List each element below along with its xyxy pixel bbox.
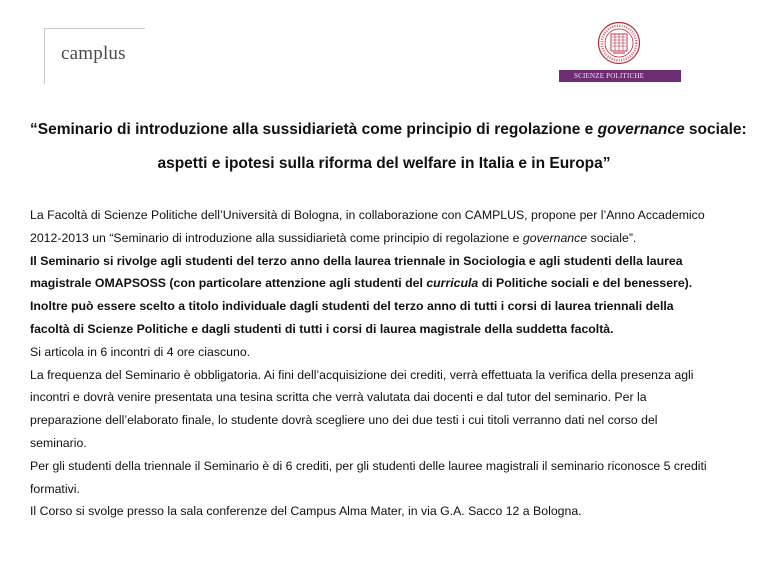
body-italic-text: governance	[522, 230, 588, 245]
body-text: di Politiche sociali e del benessere).	[478, 276, 693, 291]
body-line: preparazione dell’elaborato finale, lo studente dovrà scegliere uno dei due testi i cui titoli verranno dati nel corso del	[30, 413, 658, 428]
body-line: Il Corso si svolge presso la sala conferenze del Campus Alma Mater, in via G.A. Sacco 12 a Bologna.	[30, 504, 582, 519]
camplus-wordmark: camplus	[61, 43, 126, 64]
body-line-bold: Il Seminario si rivolge agli studenti del terzo anno della laurea triennale in Sociologia e agli studenti della laurea	[30, 253, 683, 268]
document-title-line1	[30, 121, 747, 139]
title-text: “Seminario di introduzione alla sussidiarietà come principio di regolazione e	[30, 121, 598, 138]
document-title-line2: aspetti e ipotesi sulla riforma del welfare in Italia e in Europa”	[157, 155, 611, 172]
logo-frame-line	[45, 28, 145, 29]
faculty-name-bar: SCIENZE POLITICHE	[559, 70, 681, 82]
body-line: La frequenza del Seminario è obbligatoria. Ai fini dell’acquisizione dei crediti, verrà effettuata la verifica della presenza agli	[30, 367, 694, 382]
body-italic-text: curricula	[426, 276, 479, 291]
body-line: Si articola in 6 incontri di 4 ore ciascuno.	[30, 344, 251, 359]
body-line	[30, 227, 742, 250]
camplus-logo	[44, 28, 150, 84]
body-line: incontri e dovrà venire presentata una tesina scritta che verrà valutata dai docenti e dal tutor del seminario. Per la	[30, 390, 647, 405]
body-text: 2012-2013 un “Seminario di introduzione alla sussidiarietà come principio di regolazione e	[30, 230, 523, 245]
title-italic-text: governance	[597, 121, 685, 138]
title-text: sociale:	[684, 121, 747, 138]
body-text: magistrale OMAPSOSS (con particolare attenzione agli studenti del	[30, 276, 427, 291]
body-text: sociale”.	[587, 230, 637, 245]
body-line-bold	[30, 272, 742, 295]
body-line-bold: facoltà di Scienze Politiche e dagli studenti di tutti i corsi di laurea magistrale della suddetta facoltà.	[30, 321, 614, 336]
university-seal-logo	[597, 21, 641, 65]
document-body	[30, 204, 742, 523]
body-line-bold: Inoltre può essere scelto a titolo individuale dagli studenti del terzo anno di tutti i corsi di laurea triennali della	[30, 299, 674, 314]
body-line: formativi.	[30, 481, 80, 496]
body-line: La Facoltà di Scienze Politiche dell’Università di Bologna, in collaborazione con CAMPLUS, propone per l’Anno Accademico	[30, 208, 705, 222]
body-line: Per gli studenti della triennale il Seminario è di 6 crediti, per gli studenti delle lauree magistrali il seminario riconosce 5 crediti	[30, 458, 707, 473]
body-line: seminario.	[30, 435, 87, 450]
